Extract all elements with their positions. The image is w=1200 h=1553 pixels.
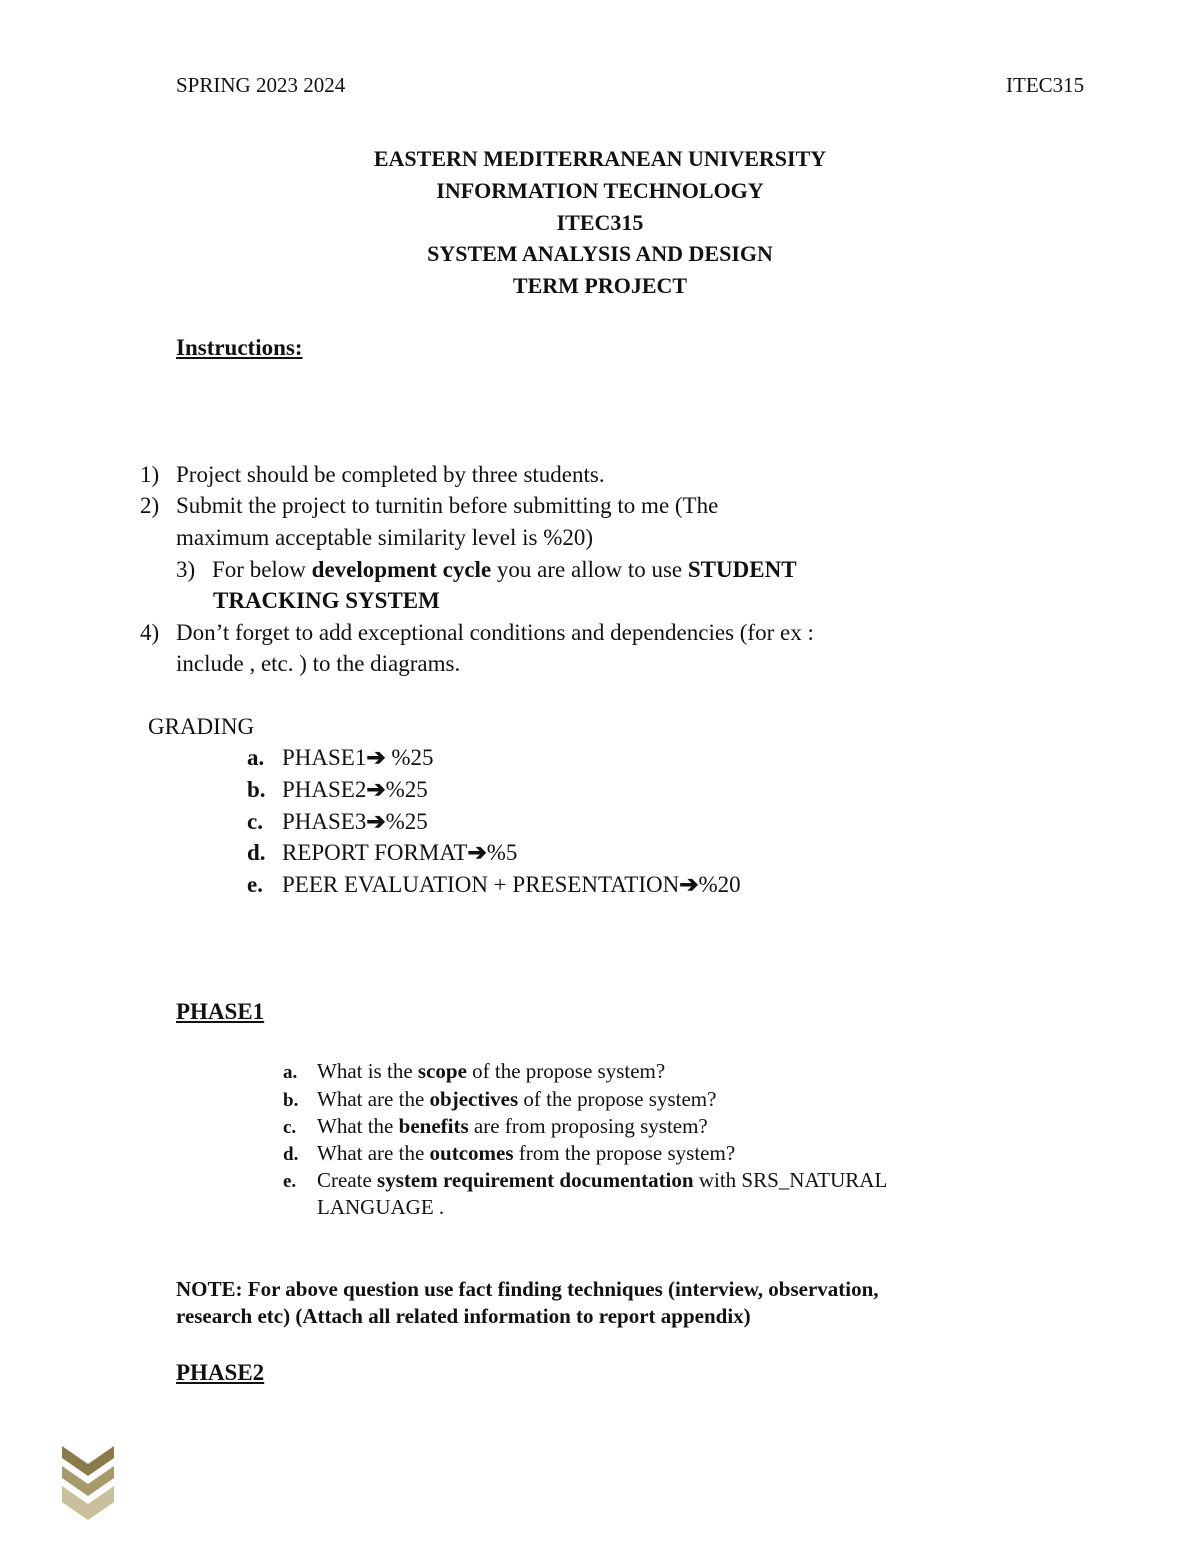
instruction-text: Don’t forget to add exceptional conditions and dependencies (for ex : [176,620,814,645]
header-course-code: ITEC315 [1006,73,1085,97]
grading-value: %25 [385,777,428,802]
grading-item: e. PEER EVALUATION + PRESENTATION➔%20 [247,872,741,897]
grading-item: b. PHASE2➔%25 [247,777,428,802]
phase1-question-continued: LANGUAGE . [317,1195,445,1219]
instruction-text: Submit the project to turnitin before submitting to me (The [176,493,719,518]
title-course-name: SYSTEM ANALYSIS AND DESIGN [427,241,773,266]
instruction-4-continued: include , etc. ) to the diagrams. [176,651,461,676]
arrow-right-icon: ➔ [366,745,386,770]
instruction-number: 2) [140,493,160,518]
arrow-right-icon: ➔ [679,872,699,897]
grading-value: %25 [385,809,428,834]
title-department: INFORMATION TECHNOLOGY [436,178,764,203]
instruction-number: 3) [176,557,196,582]
phase1-question: d. What are the outcomes from the propose system? [283,1141,736,1165]
grading-value: %20 [698,872,741,897]
grading-item: d. REPORT FORMAT➔%5 [247,840,518,865]
arrow-right-icon: ➔ [366,777,386,802]
instruction-1 [140,462,605,488]
instruction-number: 4) [140,620,160,645]
title-course: ITEC315 [556,210,644,235]
instruction-2 [140,493,718,519]
instruction-3-continued: TRACKING SYSTEM [213,588,440,613]
instruction-4 [140,620,814,646]
instruction-number: 1) [140,462,160,487]
system-name-emphasis: STUDENT [687,557,797,582]
instruction-2-continued: maximum acceptable similarity level is %20) [176,525,594,550]
arrow-right-icon: ➔ [467,840,487,865]
phase2-heading: PHASE2 [176,1360,265,1385]
phase1-question: a. What is the scope of the propose system? [283,1059,666,1083]
grading-value: %5 [486,840,518,865]
title-term-project: TERM PROJECT [512,273,688,298]
arrow-right-icon: ➔ [366,809,386,834]
development-cycle-emphasis: development cycle [311,557,492,582]
note-line-1: NOTE: For above question use fact finding techniques (interview, observation, [176,1277,879,1301]
phase1-question: e. Create system requirement documentation with SRS_NATURAL [283,1168,888,1192]
phase1-heading: PHASE1 [176,999,265,1024]
instruction-3: 3) For below development cycle you are allow to use STUDENT [176,557,797,582]
chevron-logo-icon [62,1444,114,1520]
grading-value: %25 [391,745,434,770]
note-line-2: research etc) (Attach all related information to report appendix) [176,1304,751,1328]
grading-item: c. PHASE3➔%25 [247,809,428,834]
instruction-text: Project should be completed by three students. [176,462,605,487]
grading-heading: GRADING [148,714,255,739]
header-semester: SPRING 2023 2024 [176,73,346,97]
grading-item: a. PHASE1➔ %25 [247,745,434,770]
instructions-heading: Instructions: [176,335,303,360]
phase1-question: b. What are the objectives of the propose system? [283,1087,717,1111]
title-university: EASTERN MEDITERRANEAN UNIVERSITY [373,146,827,171]
phase1-question: c. What the benefits are from proposing system? [283,1114,708,1138]
